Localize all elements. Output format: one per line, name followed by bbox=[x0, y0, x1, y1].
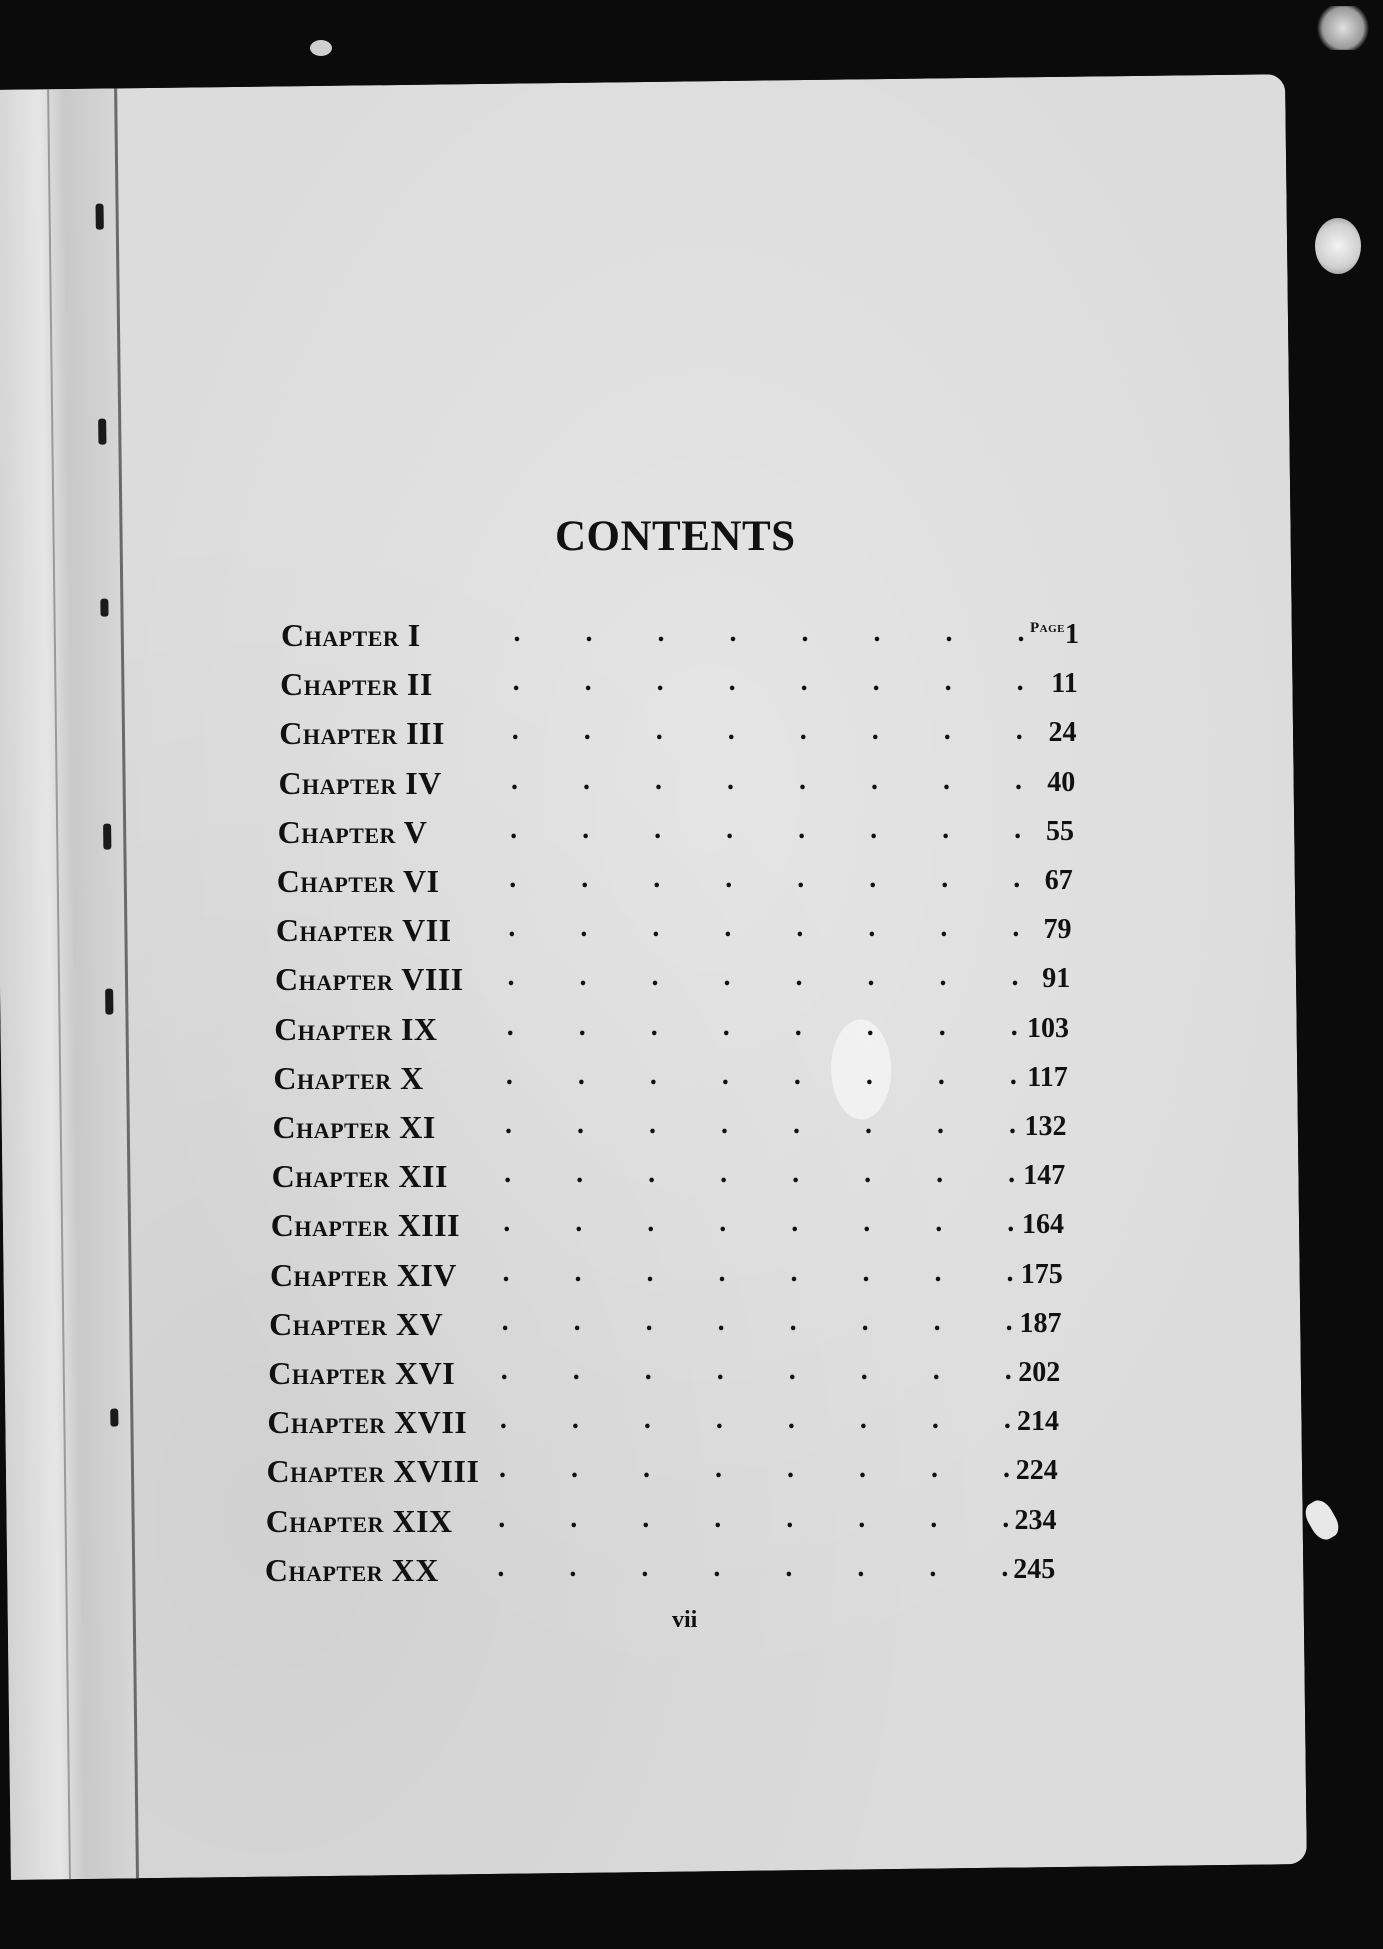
toc-entry[interactable] bbox=[267, 1404, 1067, 1444]
toc-leader-dots: . . . . . . . . bbox=[505, 1109, 1016, 1140]
toc-page-number: 175 bbox=[1020, 1258, 1063, 1290]
toc-page-number: 224 bbox=[1015, 1455, 1058, 1487]
toc-chapter-label: Chapter XX bbox=[264, 1551, 439, 1588]
toc-entry[interactable] bbox=[274, 1011, 1074, 1051]
toc-entry[interactable] bbox=[273, 1109, 1073, 1149]
toc-page-number: 1 bbox=[1065, 619, 1079, 650]
toc-entry[interactable] bbox=[272, 1158, 1072, 1198]
paper-blemish bbox=[1301, 1496, 1344, 1544]
toc-entry[interactable] bbox=[265, 1552, 1065, 1592]
toc-leader-dots: . . . . . . . . bbox=[509, 863, 1021, 894]
binding-stitch bbox=[100, 599, 108, 617]
toc-entry[interactable] bbox=[273, 1060, 1073, 1100]
toc-entry[interactable] bbox=[269, 1306, 1069, 1346]
toc-leader-dots: . . . . . . . . bbox=[499, 1453, 1011, 1485]
toc-page-number: 117 bbox=[1027, 1061, 1068, 1093]
toc-chapter-label: Chapter XVI bbox=[268, 1355, 456, 1391]
toc-page-number: 187 bbox=[1019, 1307, 1062, 1339]
toc-chapter-label: Chapter VIII bbox=[275, 961, 464, 998]
toc-entry[interactable] bbox=[279, 715, 1079, 755]
toc-chapter-label: Chapter XII bbox=[271, 1158, 448, 1195]
toc-page-number: 234 bbox=[1014, 1504, 1057, 1536]
toc-chapter-label: Chapter III bbox=[279, 715, 445, 752]
toc-leader-dots: . . . . . . . . bbox=[505, 1059, 1017, 1091]
toc-chapter-label: Chapter XI bbox=[272, 1109, 436, 1145]
toc-leader-dots: . . . . . . . . bbox=[497, 1551, 1009, 1583]
toc-page-number: 67 bbox=[1044, 865, 1073, 896]
toc-chapter-label: Chapter X bbox=[273, 1059, 424, 1096]
toc-chapter-label: Chapter II bbox=[280, 666, 433, 703]
toc-chapter-label: Chapter IX bbox=[274, 1010, 438, 1047]
toc-page-number: 147 bbox=[1023, 1160, 1066, 1192]
toc-leader-dots: . . . . . . . . bbox=[501, 1305, 1013, 1337]
toc-entry[interactable] bbox=[278, 765, 1078, 805]
toc-leader-dots: . . . . . . . . bbox=[507, 961, 1019, 993]
toc-page-number: 103 bbox=[1026, 1012, 1069, 1044]
toc-page-number: 79 bbox=[1043, 914, 1072, 946]
toc-chapter-label: Chapter VII bbox=[275, 912, 452, 949]
toc-page-number: 245 bbox=[1013, 1553, 1056, 1585]
toc-chapter-label: Chapter XIX bbox=[265, 1502, 453, 1539]
toc-page-number: 214 bbox=[1016, 1406, 1059, 1438]
book-spine bbox=[0, 88, 139, 1879]
toc-leader-dots: . . . . . . . . bbox=[500, 1355, 1012, 1386]
toc-leader-dots: . . . . . . . . bbox=[498, 1502, 1010, 1534]
toc-entry[interactable] bbox=[271, 1207, 1071, 1247]
toc-chapter-label: Chapter XVIII bbox=[266, 1453, 480, 1490]
toc-leader-dots: . . . . . . . . bbox=[510, 813, 1022, 845]
toc-chapter-label: Chapter XVII bbox=[267, 1404, 468, 1441]
spine-fold-line bbox=[47, 89, 71, 1879]
page-title: CONTENTS bbox=[555, 513, 796, 560]
toc-entry[interactable] bbox=[268, 1355, 1068, 1395]
toc-leader-dots: . . . . . . . . bbox=[503, 1207, 1015, 1239]
toc-chapter-label: Chapter VI bbox=[276, 863, 440, 899]
paper-scrap bbox=[310, 40, 332, 56]
toc-chapter-label: Chapter XV bbox=[269, 1305, 444, 1342]
toc-chapter-label: Chapter IV bbox=[278, 764, 442, 801]
toc-entry[interactable] bbox=[267, 1453, 1067, 1493]
binding-stitch bbox=[110, 1409, 118, 1427]
toc-page-number: 132 bbox=[1024, 1111, 1067, 1142]
toc-entry[interactable] bbox=[275, 961, 1075, 1001]
toc-entry[interactable] bbox=[281, 617, 1081, 657]
toc-entry[interactable] bbox=[280, 666, 1080, 706]
toc-entry[interactable] bbox=[276, 912, 1076, 952]
toc-page-number: 91 bbox=[1042, 963, 1071, 995]
toc-page-number: 55 bbox=[1045, 815, 1074, 847]
toc-page-number: 40 bbox=[1047, 766, 1076, 798]
toc-leader-dots: . . . . . . . . bbox=[511, 715, 1023, 747]
toc-chapter-label: Chapter V bbox=[277, 813, 428, 850]
toc-leader-dots: . . . . . . . . bbox=[502, 1256, 1014, 1288]
paper-blemish bbox=[1315, 218, 1361, 274]
binding-stitch bbox=[103, 824, 111, 850]
toc-leader-dots: . . . . . . . . bbox=[513, 617, 1025, 648]
toc-leader-dots: . . . . . . . . bbox=[504, 1158, 1016, 1190]
toc-chapter-label: Chapter I bbox=[281, 617, 421, 653]
toc-page-number: 202 bbox=[1018, 1357, 1061, 1388]
toc-entry[interactable] bbox=[277, 863, 1077, 903]
toc-page-number: 164 bbox=[1021, 1209, 1064, 1241]
toc-entry[interactable] bbox=[270, 1257, 1070, 1297]
binding-stitch bbox=[96, 204, 104, 230]
toc-entry[interactable] bbox=[266, 1503, 1066, 1543]
corner-scrap bbox=[1313, 6, 1373, 50]
toc-page-number: 11 bbox=[1051, 668, 1078, 700]
toc-leader-dots: . . . . . . . . bbox=[512, 666, 1024, 698]
toc-chapter-label: Chapter XIII bbox=[270, 1207, 461, 1244]
toc-chapter-label: Chapter XIV bbox=[269, 1256, 457, 1293]
page-number: vii bbox=[672, 1607, 698, 1633]
toc-leader-dots: . . . . . . . . bbox=[499, 1404, 1011, 1436]
toc-leader-dots: . . . . . . . . bbox=[508, 912, 1020, 944]
toc-leader-dots: . . . . . . . . bbox=[506, 1010, 1018, 1042]
binding-stitch bbox=[98, 419, 106, 445]
toc-entry[interactable] bbox=[278, 814, 1078, 854]
binding-stitch bbox=[105, 989, 113, 1015]
page-column-heading: Page bbox=[1030, 620, 1065, 636]
toc-page-number: 24 bbox=[1048, 717, 1077, 749]
toc-leader-dots: . . . . . . . . bbox=[510, 764, 1022, 796]
